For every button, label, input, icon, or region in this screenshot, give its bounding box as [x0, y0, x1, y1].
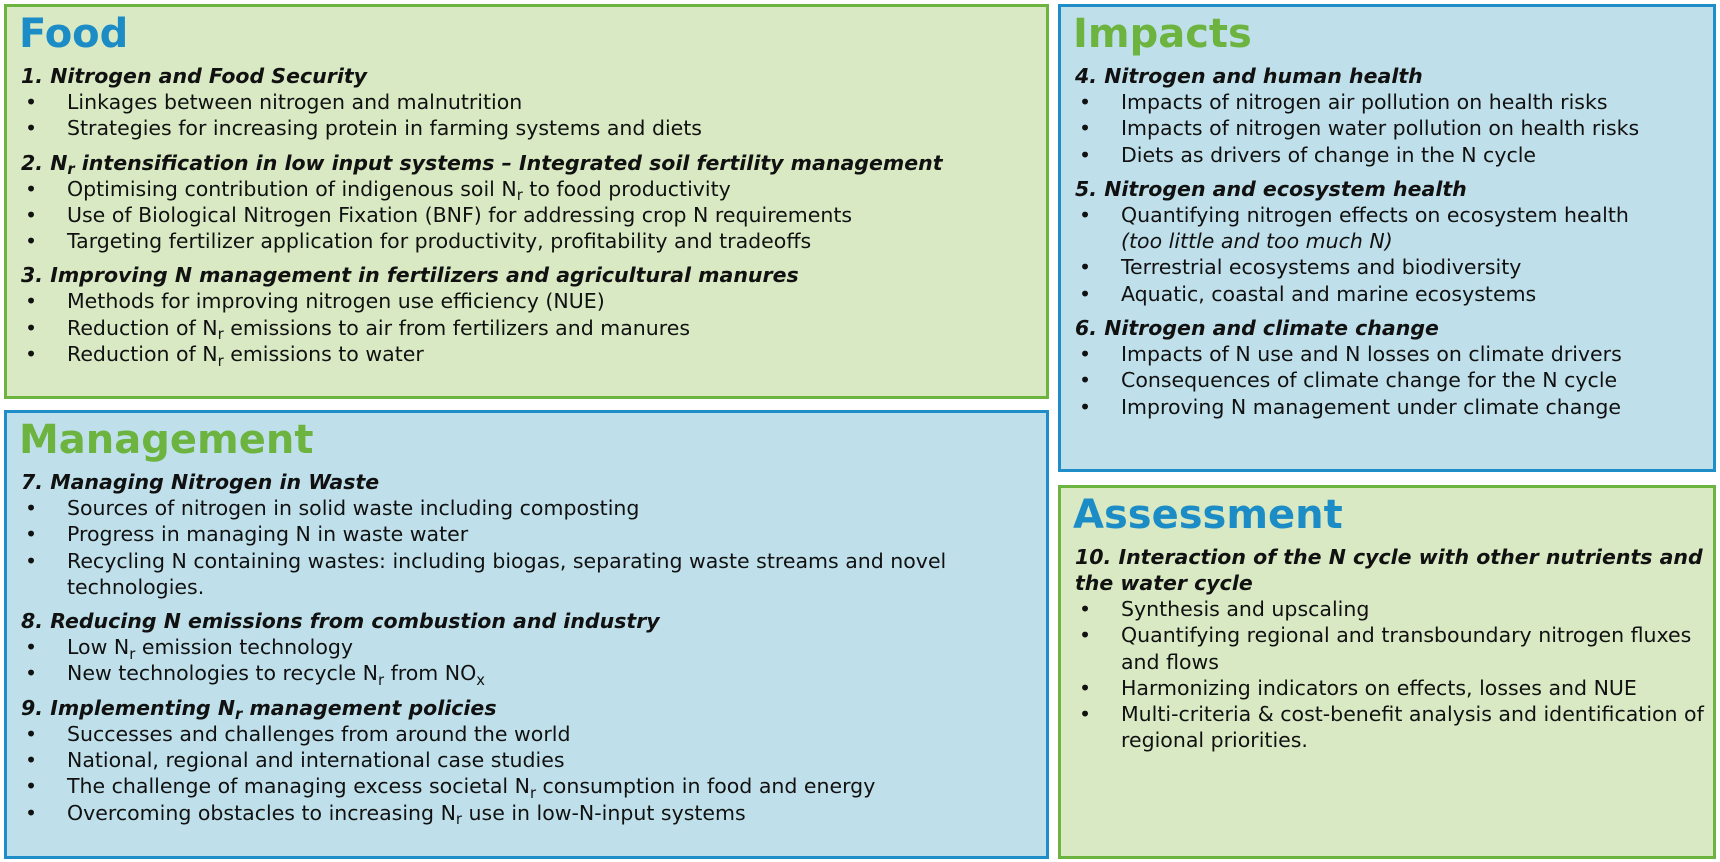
list-item: • Linkages between nitrogen and malnutrition	[21, 89, 1046, 115]
impacts-section-5	[1075, 176, 1713, 307]
list-item: • Methods for improving nitrogen use efficiency (NUE)	[21, 288, 1046, 314]
impacts-panel	[1058, 4, 1716, 472]
section-heading: 2. $N_r$ intensification in low input systems – Integrated soil fertility management	[21, 150, 943, 179]
list-item: • Diets as drivers of change in the N cycle	[1075, 142, 1713, 168]
list-item: • Impacts of N use and N losses on climate drivers	[1075, 341, 1713, 367]
section-heading: 6. Nitrogen and climate change	[1075, 316, 1439, 341]
list-item: • Low $N_r$ emission technology	[21, 634, 1046, 660]
food-section-2	[21, 150, 1046, 255]
management-section-7	[21, 469, 1046, 600]
section-heading: 7. Managing Nitrogen in Waste	[21, 470, 380, 494]
list-item: • Impacts of nitrogen air pollution on health risks	[1075, 89, 1713, 115]
section-heading: 9. Implementing $N_r$ management policies	[21, 695, 497, 724]
section-heading: 5. Nitrogen and ecosystem health	[1075, 176, 1467, 201]
list-item: • Reduction of $N_r$ emissions to air from fertilizers and manures	[21, 315, 1046, 341]
assessment-section-10	[1075, 544, 1713, 754]
list-item: • Multi-criteria & cost-benefit analysis and identification of regional priorities.	[1075, 701, 1713, 754]
list-item: • Terrestrial ecosystems and biodiversity	[1075, 254, 1713, 280]
list-item: • Overcoming obstacles to increasing $N_r$ use in low-N-input systems	[21, 800, 1046, 826]
list-item: • New technologies to recycle $N_r$ from $NO_x$	[21, 660, 1046, 686]
impacts-title: Impacts	[1073, 11, 1252, 57]
list-item: • Progress in managing N in waste water	[21, 521, 1046, 547]
list-item: • Use of Biological Nitrogen Fixation (BNF) for addressing crop N requirements	[21, 202, 1046, 228]
list-item: • Synthesis and upscaling	[1075, 596, 1713, 622]
list-item: • Recycling N containing wastes: including biogas, separating waste streams and novel technologies.	[21, 548, 1046, 601]
food-title: Food	[19, 11, 129, 57]
list-item: • Optimising contribution of indigenous soil $N_r$ to food productivity	[21, 176, 1046, 202]
section-heading: 10. Interaction of the N cycle with other nutrients and the water cycle	[1075, 545, 1703, 595]
list-item: • Sources of nitrogen in solid waste including composting	[21, 495, 1046, 521]
list-item: • Reduction of $N_r$ emissions to water	[21, 341, 1046, 367]
list-item: • Consequences of climate change for the N cycle	[1075, 367, 1713, 393]
list-item: • Successes and challenges from around the world	[21, 721, 1046, 747]
list-item: • Targeting fertilizer application for productivity, profitability and tradeoffs	[21, 228, 1046, 254]
list-item: • Quantifying nitrogen effects on ecosystem health (too little and too much N)	[1075, 202, 1713, 255]
assessment-panel	[1058, 485, 1716, 859]
section-heading: 3. Improving N management in fertilizers and agricultural manures	[21, 263, 799, 288]
impacts-section-6	[1075, 315, 1713, 420]
food-section-3	[21, 262, 1046, 370]
list-item: • Strategies for increasing protein in farming systems and diets	[21, 115, 1046, 141]
management-panel	[4, 410, 1049, 859]
list-item: • Impacts of nitrogen water pollution on health risks	[1075, 115, 1713, 141]
section-heading: 4. Nitrogen and human health	[1075, 64, 1423, 88]
list-item: • Aquatic, coastal and marine ecosystems	[1075, 281, 1713, 307]
management-section-9	[21, 695, 1046, 829]
list-item: • Harmonizing indicators on effects, losses and NUE	[1075, 675, 1713, 701]
management-section-8	[21, 608, 1046, 687]
list-item-note: (too little and too much N)	[1121, 229, 1393, 254]
assessment-title: Assessment	[1073, 492, 1343, 538]
section-heading: 1. Nitrogen and Food Security	[21, 64, 368, 88]
food-panel	[4, 4, 1049, 399]
impacts-section-4	[1075, 63, 1713, 168]
list-item: • Improving N management under climate change	[1075, 394, 1713, 420]
list-item: • The challenge of managing excess societal $N_r$ consumption in food and energy	[21, 773, 1046, 799]
section-heading: 8. Reducing N emissions from combustion and industry	[21, 609, 660, 634]
list-item: • Quantifying regional and transboundary nitrogen fluxes and flows	[1075, 622, 1713, 675]
list-item: • National, regional and international case studies	[21, 747, 1046, 773]
management-title: Management	[19, 417, 314, 463]
food-section-1	[21, 63, 1046, 142]
